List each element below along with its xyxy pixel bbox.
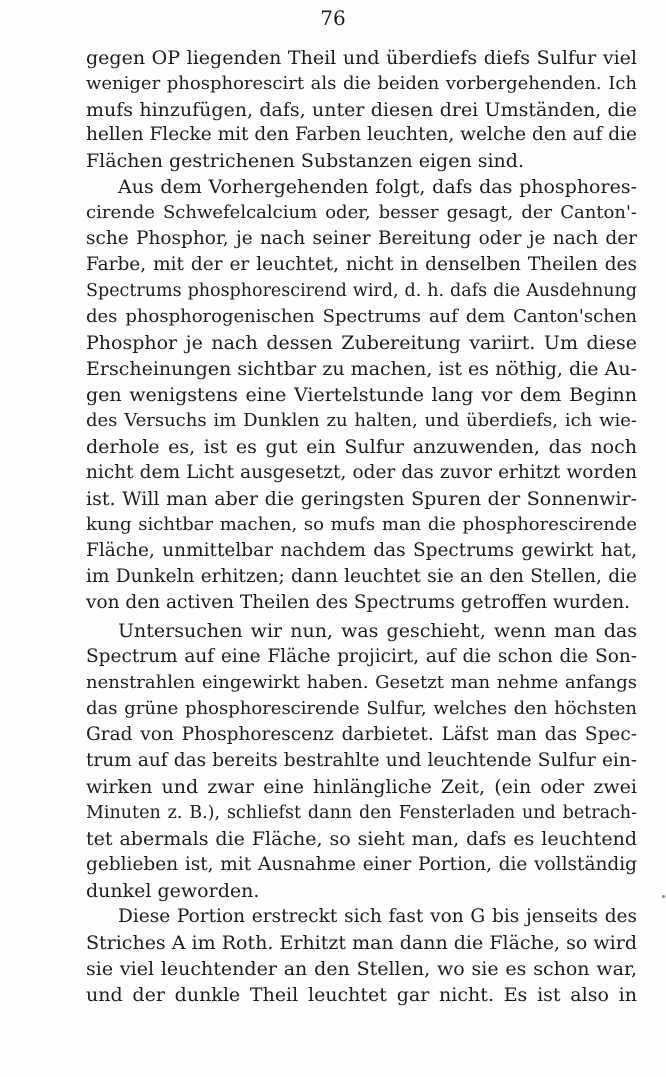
text-line: Flächen gestrichenen Substanzen eigen sind. (86, 150, 524, 172)
text-line: im Dunkeln erhitzen; dann leuchtet sie an den Stellen, die (86, 566, 637, 587)
text-line: Fläche, unmittelbar nachdem das Spectrums gewirkt hat, (86, 540, 637, 561)
text-line: wirken und zwar eine hinlängliche Zeit, (ein oder zwei (86, 776, 637, 798)
text-line: mufs hinzufügen, dafs, unter diesen drei Umständen, die (86, 99, 637, 121)
text-line: des Versuchs im Dunklen zu halten, und überdiefs, ich wie- (86, 410, 637, 431)
text-line: gen wenigstens eine Viertelstunde lang vor dem Beginn (86, 384, 637, 406)
text-line: Grad von Phosphorescenz darbietet. Läfst man das Spec- (86, 724, 637, 745)
text-line: gegen OP liegenden Theil und überdiefs diefs Sulfur viel (86, 47, 637, 69)
text-line: Diese Portion erstreckt sich fast von G bis jenseits des (118, 906, 637, 927)
page-number: 76 (320, 6, 346, 30)
text-line: kung sichtbar machen, so mufs man die phosphorescirende (86, 514, 637, 535)
text-line: nicht dem Licht ausgesetzt, oder das zuvor erhitzt worden (86, 462, 637, 483)
text-line: sche Phosphor, je nach seiner Bereitung oder je nach der (86, 228, 637, 249)
text-line: Untersuchen wir nun, was geschieht, wenn man das (118, 620, 637, 642)
text-line: Phosphor je nach dessen Zubereitung variirt. Um diese (86, 332, 637, 354)
text-line: geblieben ist, mit Ausnahme einer Portion, die vollständig (86, 854, 637, 875)
text-line: nenstrahlen eingewirkt haben. Gesetzt man nehme anfangs (86, 672, 637, 693)
text-line: des phosphorogenischen Spectrums auf dem Canton'schen (86, 306, 637, 327)
text-line: dunkel geworden. (86, 880, 260, 902)
scan-speck (662, 895, 665, 898)
text-line: Spectrum auf eine Fläche projicirt, auf die schon die Son- (86, 646, 637, 667)
text-line: von den activen Theilen des Spectrums getroffen wurden. (86, 592, 631, 613)
text-line: cirende Schwefelcalcium oder, besser gesagt, der Canton'- (86, 202, 637, 223)
text-line: Minuten z. B.), schliefst dann den Fensterladen und betrach- (86, 803, 637, 823)
text-line: Spectrums phosphorescirend wird, d. h. dafs die Ausdehnung (86, 281, 637, 301)
text-line: Farbe, mit der er leuchtet, nicht in denselben Theilen des (86, 254, 637, 275)
text-line: ist. Will man aber die geringsten Spuren der Sonnenwir- (86, 488, 637, 510)
text-line: trum auf das bereits bestrahlte und leuchtende Sulfur ein- (86, 750, 637, 771)
text-line: Erscheinungen sichtbar zu machen, ist es nöthig, die Au- (86, 358, 637, 380)
text-line: das grüne phosphorescirende Sulfur, welches den höchsten (86, 698, 637, 719)
text-line: Striches A im Roth. Erhitzt man dann die Fläche, so wird (86, 932, 637, 954)
text-line: Aus dem Vorhergehenden folgt, dafs das phosphores- (118, 176, 637, 198)
text-line: weniger phosphorescirt als die beiden vorbergehenden. Ich (86, 73, 637, 94)
text-line: derhole es, ist es gut ein Sulfur anzuwenden, das noch (86, 436, 637, 458)
text-line: sie viel leuchtender an den Stellen, wo sie es schon war, (86, 958, 637, 980)
text-line: und der dunkle Theil leuchtet gar nicht. Es ist also in (86, 984, 637, 1006)
text-line: tet abermals die Fläche, so sieht man, dafs es leuchtend (86, 828, 637, 850)
text-line: hellen Flecke mit den Farben leuchten, welche den auf die (86, 124, 637, 145)
